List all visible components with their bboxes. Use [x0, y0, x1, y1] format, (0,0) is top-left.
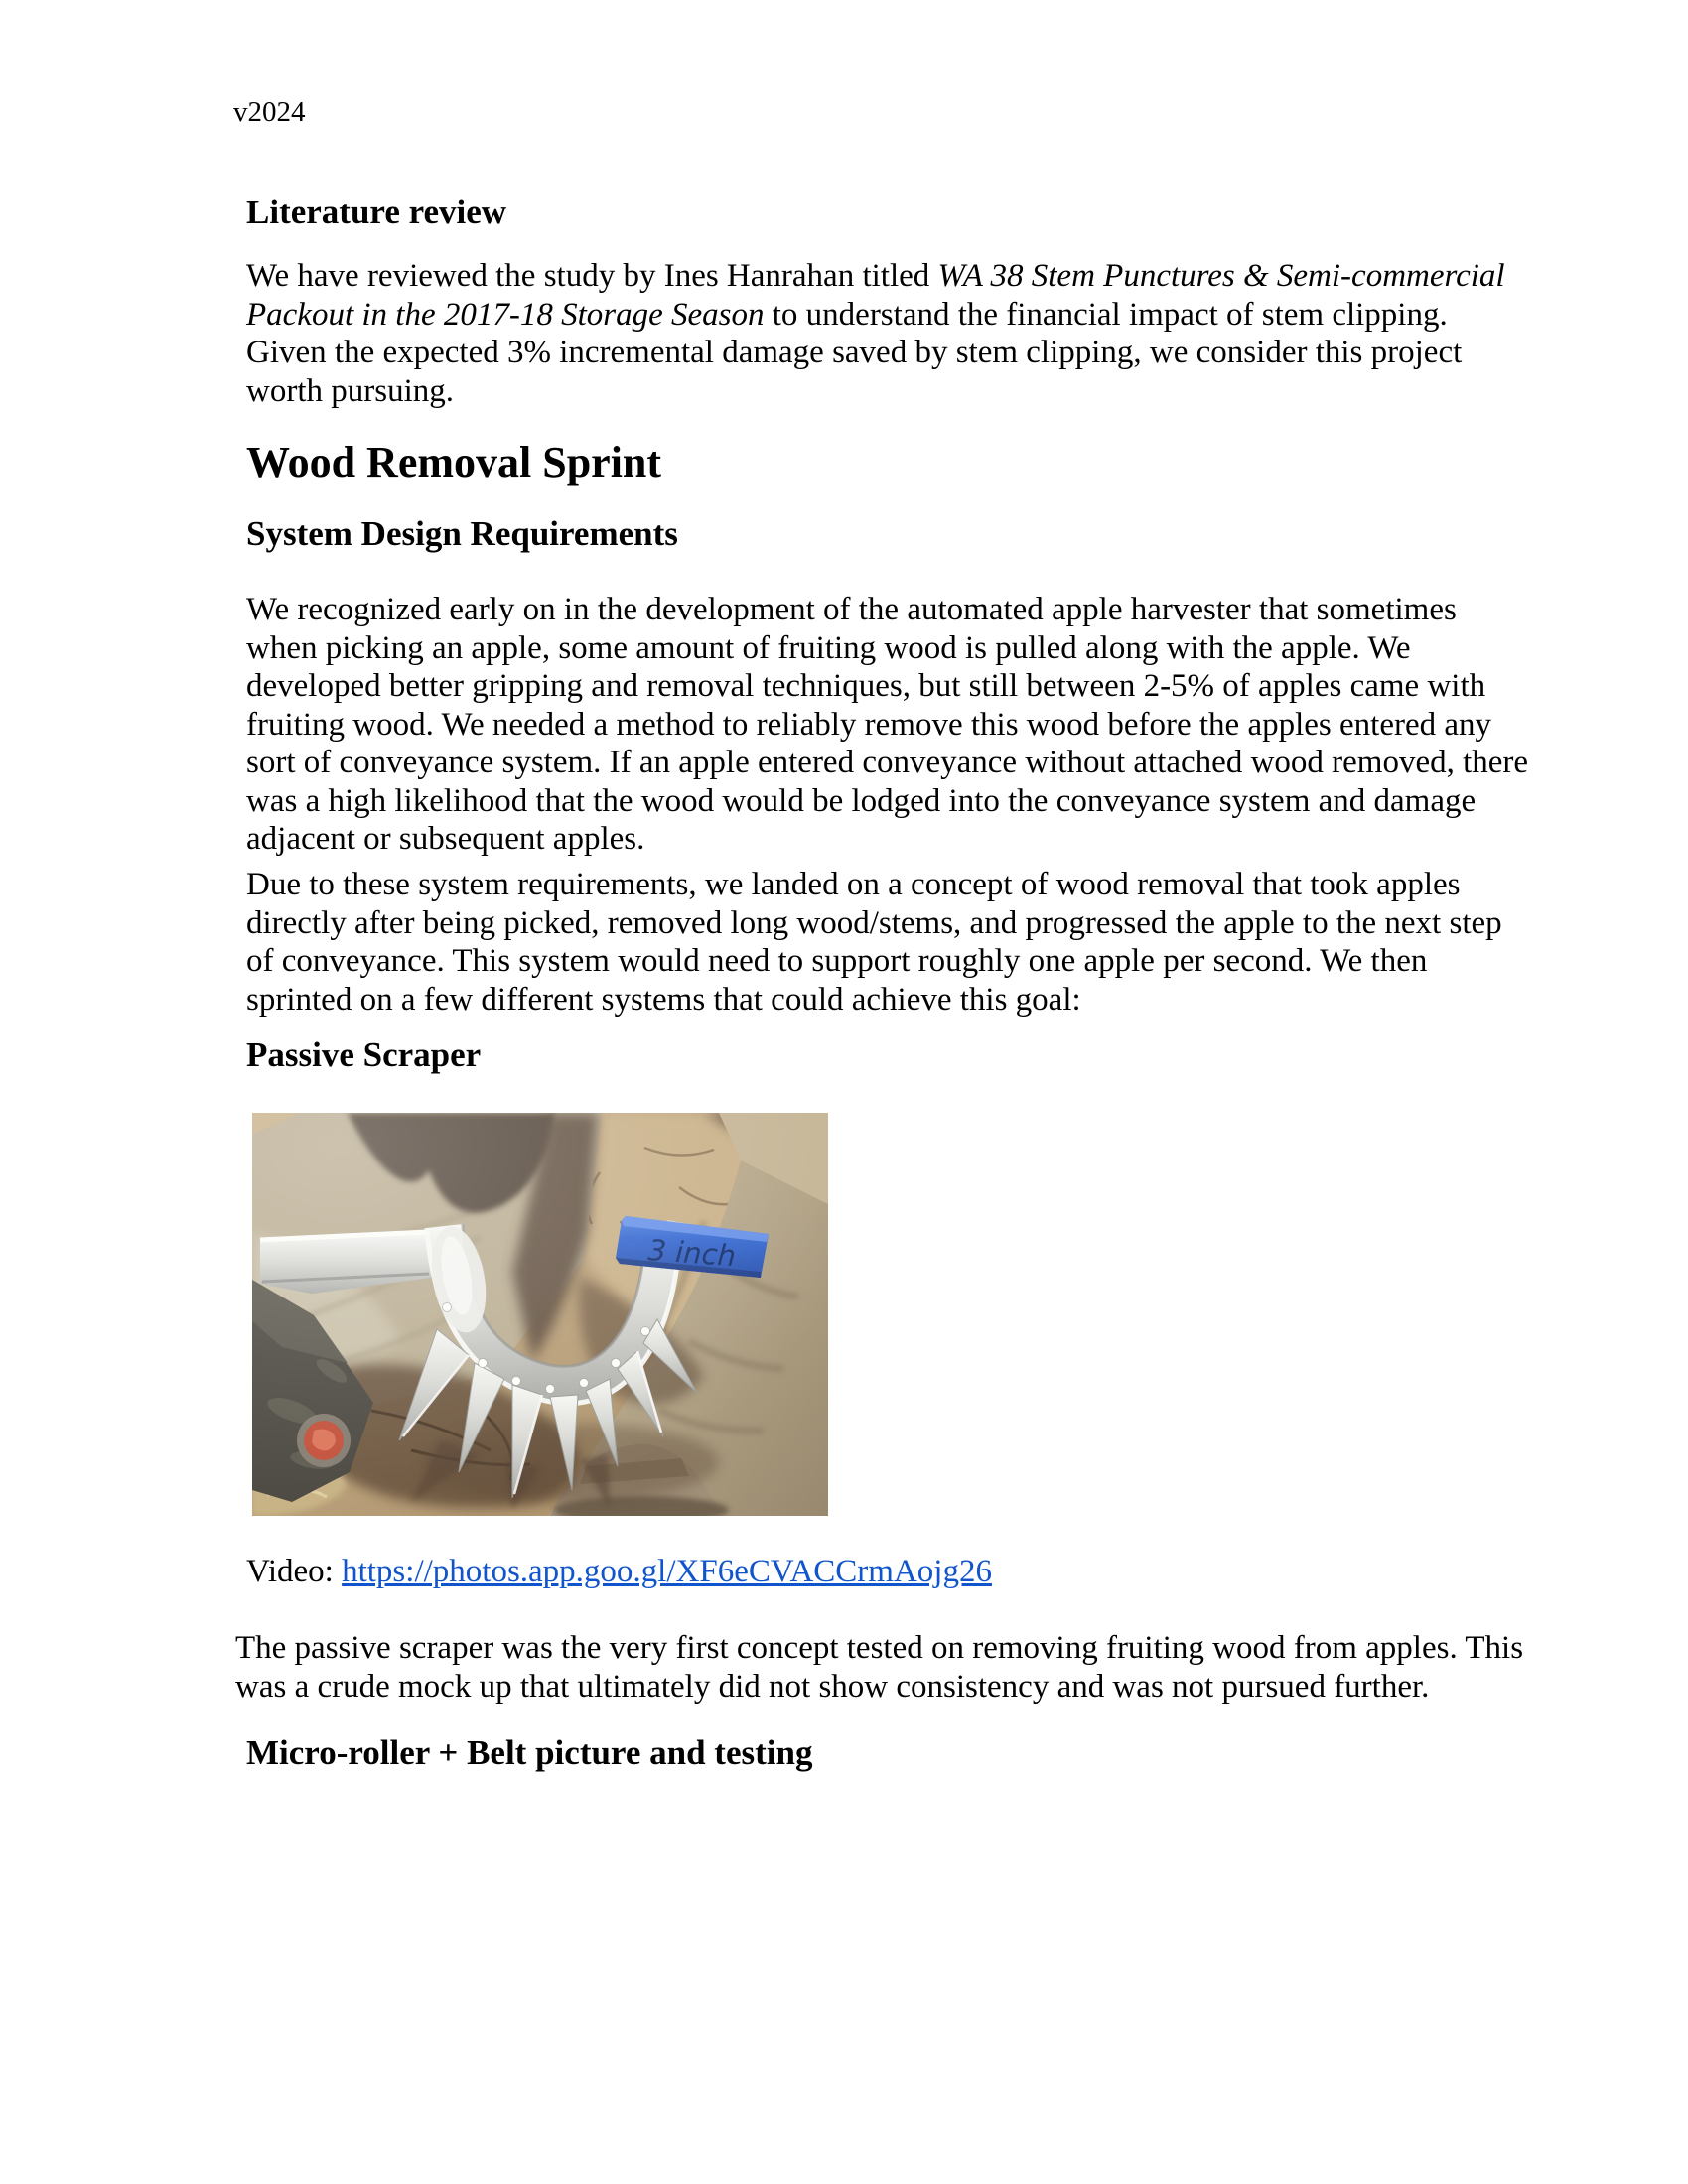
lit-paragraph-lead: We have reviewed the study by Ines Hanrahan titled [246, 258, 938, 294]
passive-scraper-heading: Passive Scraper [246, 1035, 482, 1074]
micro-roller-heading: Micro-roller + Belt picture and testing [246, 1733, 813, 1772]
concept-paragraph: Due to these system requirements, we landed on a concept of wood removal that took apples directly after being picked, removed long wood/stems, and progressed the apple to the next step of conveyance. This system would need to support roughly one apple per second. We then sprinted on a few different systems that could achieve this goal: [246, 867, 1502, 1018]
video-link[interactable]: https://photos.app.goo.gl/XF6eCVACCrmAojg26 [342, 1554, 992, 1589]
lit-paragraph-tail: to understand the financial impact of stem clipping. Given the expected 3% incremental damage saved by stem clipping, we consider this project worth pursuing. [246, 296, 1463, 409]
study-title-italic: WA 38 Stem Punctures & Semi-commercial Packout in the 2017-18 Storage Season [246, 258, 1505, 333]
literature-review-heading: Literature review [246, 193, 507, 231]
literature-review-paragraph [246, 257, 1532, 410]
version-label: v2024 [233, 96, 306, 128]
video-caption-line [246, 1552, 992, 1591]
wood-removal-sprint-heading: Wood Removal Sprint [246, 438, 662, 486]
video-label: Video: [246, 1554, 343, 1589]
scraper-photo-graphic [252, 1113, 828, 1516]
system-requirements-paragraph: We recognized early on in the development of the automated apple harvester that sometimes when picking an apple, some amount of fruiting wood is pulled along with the apple. We developed better gripping and removal techniques, but still between 2-5% of apples came with fruiting wood. We needed a method to reliably remove this wood before the apples entered any sort of conveyance system. If an apple entered conveyance without attached wood removed, there was a high likelihood that the wood would be lodged into the conveyance system and damage adjacent or subsequent apples. [246, 592, 1529, 857]
passive-scraper-photo [252, 1113, 828, 1516]
system-design-requirements-heading: System Design Requirements [246, 514, 678, 553]
passive-scraper-result-paragraph: The passive scraper was the very first concept tested on removing fruiting wood from apples. This was a crude mock up that ultimately did not show consistency and was not pursued further. [235, 1630, 1524, 1705]
sunlight-wash [252, 1113, 828, 1516]
